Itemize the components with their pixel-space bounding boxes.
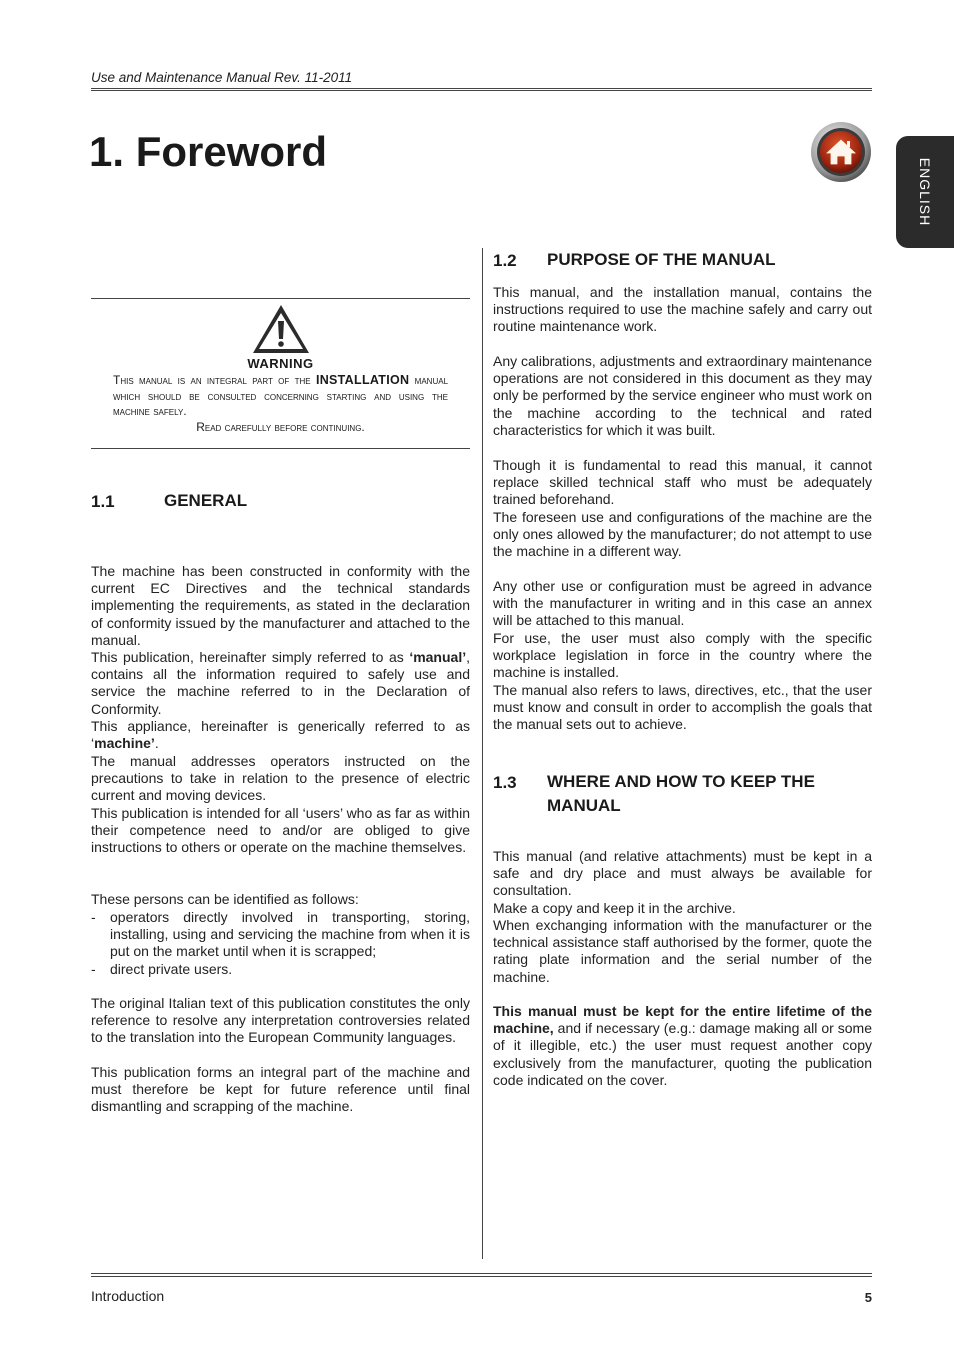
- home-icon: [810, 121, 872, 183]
- running-header: Use and Maintenance Manual Rev. 11-2011: [91, 70, 353, 85]
- warning-text: This manual is an integral part of the INSTALLATION manual which should be consulted concerning starting and using the machine safely.: [113, 373, 449, 418]
- section-number: 1.1: [91, 492, 115, 511]
- paragraph: These persons can be identified as follows:: [91, 891, 359, 907]
- header-rule: [91, 88, 872, 91]
- paragraph: The original Italian text of this publication constitutes the only reference to resolve any interpretation controversies related to the translation into the European Community languages.: [91, 995, 470, 1046]
- paragraph: Make a copy and keep it in the archive.: [493, 900, 736, 916]
- section-title: PURPOSE OF THE MANUAL: [547, 250, 776, 269]
- warning-triangle-icon: [251, 303, 311, 355]
- language-tab[interactable]: [896, 136, 954, 248]
- paragraph: This publication, hereinafter simply referred to as ‘manual’, contains all the information required to safely use and service the machine referred to in the Declaration of Conformity.: [91, 649, 470, 717]
- paragraph: This appliance, hereinafter is generically referred to as ‘machine’.: [91, 718, 470, 752]
- section-number: 1.2: [493, 251, 517, 270]
- paragraph: This publication forms an integral part of the machine and must therefore be kept for future reference until final dismantling and scrapping of the machine.: [91, 1064, 470, 1115]
- paragraph: This manual, and the installation manual, contains the instructions required to use the machine safely and carry out routine maintenance work.: [493, 284, 872, 335]
- footer-section-name: Introduction: [91, 1288, 165, 1304]
- paragraph: Any other use or configuration must be agreed in advance with the manufacturer in writing and in this case an annex will be attached to this manual.: [493, 578, 872, 629]
- paragraph: This manual must be kept for the entire lifetime of the machine, and if necessary (e.g.: damage making all or some of it illegible, etc.) the user must request another copy exclusively from the manufacturer, quoting the publication code indicated on the cover.: [493, 1003, 872, 1088]
- section-title: GENERAL: [164, 491, 248, 510]
- paragraph: Though it is fundamental to read this manual, it cannot replace skilled technical staff who must be adequately trained beforehand.: [493, 457, 872, 508]
- page-number: 5: [864, 1290, 872, 1305]
- paragraph: For use, the user must also comply with the specific workplace legislation in force in the country where the machine is installed.: [493, 630, 872, 681]
- warning-box-top-rule: [91, 298, 470, 299]
- list-bullet: -: [91, 909, 96, 925]
- paragraph: Any calibrations, adjustments and extraordinary maintenance operations are not considered in this document as they may only be performed by the service engineer who must work on the machine according to the technical and rated characteristics for which it was built.: [493, 353, 872, 438]
- paragraph: The machine has been constructed in conformity with the current EC Directives and the technical standards implementing the requirements, as stated in the declaration of conformity issued by the manufacturer and attached to the manual.: [91, 563, 470, 648]
- list-item: direct private users.: [110, 961, 233, 977]
- paragraph: This manual (and relative attachments) must be kept in a safe and dry place and must always be available for consultation.: [493, 848, 872, 899]
- section-title: WHERE AND HOW TO KEEP THE MANUAL: [547, 772, 815, 815]
- warning-instruction: Read carefully before continuing.: [196, 420, 365, 434]
- warning-box-bottom-rule: [91, 448, 470, 449]
- footer-rule: [91, 1273, 872, 1277]
- paragraph: This publication is intended for all ‘users’ who as far as within their competence need to and/or are obliged to give instructions to others or operate on the machine themselves.: [91, 805, 470, 856]
- paragraph: The manual addresses operators instructed on the precautions to take in relation to the presence of electric current and moving devices.: [91, 753, 470, 804]
- page-title: 1. Foreword: [89, 128, 328, 175]
- column-divider: [482, 248, 483, 1259]
- paragraph: When exchanging information with the manufacturer or the technical assistance staff authorised by the former, quote the rating plate information and the serial number of the machine.: [493, 917, 872, 985]
- language-tab-label: ENGLISH: [917, 157, 933, 227]
- paragraph: The manual also refers to laws, directives, etc., that the user must know and consult in order to accomplish the goals that the manual sets out to achieve.: [493, 682, 872, 733]
- section-number: 1.3: [493, 773, 517, 792]
- list-bullet: -: [91, 961, 96, 977]
- home-button[interactable]: [810, 121, 872, 183]
- paragraph: The foreseen use and configurations of the machine are the only ones allowed by the manufacturer; do not attempt to use the machine in a different way.: [493, 509, 873, 560]
- list-item: operators directly involved in transporting, storing, installing, using and servicing the machine from when it is put on the market until when it is scrapped;: [110, 909, 470, 960]
- warning-title: WARNING: [247, 356, 314, 371]
